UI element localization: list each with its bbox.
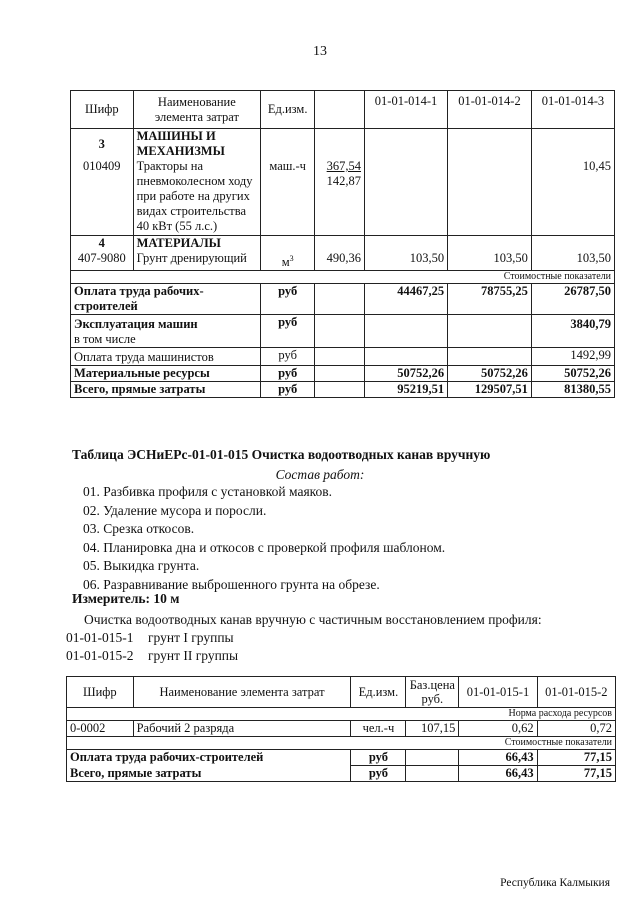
cost-name: в том числе <box>71 332 261 348</box>
table-row <box>71 348 615 366</box>
table-row <box>71 315 615 333</box>
variant-code: 01-01-015-1 <box>66 630 134 645</box>
resources-table-015 <box>66 676 616 782</box>
cost-value-3: 26787,50 <box>531 284 614 315</box>
header-name: Наименование элемента затрат <box>133 677 351 708</box>
page-number: 13 <box>313 44 327 59</box>
list-item: 04. Планировка дна и откосов с проверкой профиля шаблоном. <box>83 539 446 555</box>
cost-unit <box>261 332 315 348</box>
tractor-base <box>315 159 365 236</box>
table-row <box>71 251 615 271</box>
cost-value-1: 95219,51 <box>365 382 448 398</box>
cost-unit: руб <box>261 348 315 366</box>
header-base-price: Баз.цена руб. <box>406 677 459 708</box>
cost-value-2: 50752,26 <box>448 366 532 382</box>
intro-text: Очистка водоотводных канав вручную с частичным восстановлением профиля: <box>84 612 542 627</box>
cost-unit: руб <box>351 750 406 766</box>
list-item: 06. Разравнивание выброшенного грунта на обрезе. <box>83 576 380 592</box>
worker-value-1: 0,62 <box>459 721 537 737</box>
work-composition-heading: Состав работ: <box>275 467 365 482</box>
footer-region: Республика Калмыкия <box>500 877 610 889</box>
work-list <box>83 483 445 594</box>
cost-value-3: 3840,79 <box>531 315 614 333</box>
variant-code: 01-01-015-2 <box>66 648 134 663</box>
tractor-name: Тракторы на пневмоколесном ходу при работе на других видах строительства 40 кВт (55 л.с.) <box>133 159 261 236</box>
variant-line <box>66 630 234 646</box>
section-4-title: МАТЕРИАЛЫ <box>133 236 261 252</box>
list-item: 05. Выкидка грунта. <box>83 558 200 573</box>
cost-unit: руб <box>351 766 406 782</box>
material-code: 407-9080 <box>71 251 134 271</box>
table-row <box>67 766 616 782</box>
header-variant-2: 01-01-014-2 <box>448 91 532 129</box>
table-header-row <box>71 91 615 129</box>
material-name: Грунт дренирующий <box>133 251 261 271</box>
cost-value-1 <box>365 315 448 333</box>
table-row <box>67 721 616 737</box>
header-unit: Ед.изм. <box>351 677 406 708</box>
cost-name: Эксплуатация машин <box>71 315 261 333</box>
cost-name: Всего, прямые затраты <box>71 382 261 398</box>
cost-value-2: 77,15 <box>537 766 615 782</box>
cost-band-row <box>67 737 616 750</box>
table-row <box>71 366 615 382</box>
cost-unit: руб <box>261 382 315 398</box>
worker-unit: чел.-ч <box>351 721 406 737</box>
table-row <box>71 332 615 348</box>
table-row <box>67 750 616 766</box>
tractor-base-2: 142,87 <box>326 174 362 188</box>
header-base <box>315 91 365 129</box>
cost-value-3: 50752,26 <box>531 366 614 382</box>
section-3-title: МАШИНЫ И МЕХАНИЗМЫ <box>133 129 261 160</box>
material-value-1: 103,50 <box>365 251 448 271</box>
list-item: 03. Срезка откосов. <box>83 521 195 536</box>
cost-name: Всего, прямые затраты <box>67 766 351 782</box>
header-variant-1: 01-01-015-1 <box>459 677 537 708</box>
table-row <box>71 284 615 315</box>
cost-value-1: 50752,26 <box>365 366 448 382</box>
material-base: 490,36 <box>315 251 365 271</box>
section-4-number: 4 <box>71 236 134 252</box>
worker-code: 0-0002 <box>67 721 134 737</box>
header-variant-1: 01-01-014-1 <box>365 91 448 129</box>
header-variant-2: 01-01-015-2 <box>537 677 615 708</box>
table-row <box>71 159 615 236</box>
tractor-value-3: 10,45 <box>531 159 614 236</box>
table-header-row <box>67 677 616 708</box>
header-code: Шифр <box>71 91 134 129</box>
measurer: Измеритель: 10 м <box>72 591 180 606</box>
cost-band-row <box>71 271 615 284</box>
norm-band-row <box>67 708 616 721</box>
cost-band-label: Стоимостные показатели <box>67 737 616 750</box>
header-variant-3: 01-01-014-3 <box>531 91 614 129</box>
material-value-2: 103,50 <box>448 251 532 271</box>
worker-name: Рабочий 2 разряда <box>133 721 351 737</box>
cost-value-2: 129507,51 <box>448 382 532 398</box>
tractor-unit: маш.-ч <box>261 159 315 236</box>
cost-unit: руб <box>261 366 315 382</box>
header-code: Шифр <box>67 677 134 708</box>
worker-base-price: 107,15 <box>406 721 459 737</box>
cost-name: Материальные ресурсы <box>71 366 261 382</box>
material-value-3: 103,50 <box>531 251 614 271</box>
table-row <box>71 382 615 398</box>
tractor-base-1: 367,54 <box>326 159 362 173</box>
cost-value-2 <box>448 315 532 333</box>
list-item: 01. Разбивка профиля с установкой маяков. <box>83 484 333 499</box>
resources-table-014 <box>70 90 615 398</box>
list-item: 02. Удаление мусора и поросли. <box>83 502 267 518</box>
tractor-code: 010409 <box>71 159 134 236</box>
cost-unit: руб <box>261 284 315 315</box>
cost-band-label: Стоимостные показатели <box>71 271 615 284</box>
header-unit: Ед.изм. <box>261 91 315 129</box>
header-name: Наименование элемента затрат <box>133 91 261 129</box>
cost-name: Оплата труда рабочих-строителей <box>67 750 351 766</box>
worker-value-2: 0,72 <box>537 721 615 737</box>
norm-band-label: Норма расхода ресурсов <box>67 708 616 721</box>
cost-value-3: 81380,55 <box>531 382 614 398</box>
cost-value-1: 66,43 <box>459 750 537 766</box>
variant-name: грунт II группы <box>148 648 239 663</box>
variant-line <box>66 648 238 664</box>
cost-name: Оплата труда рабочих-строителей <box>71 284 261 315</box>
cost-value-2: 77,15 <box>537 750 615 766</box>
cost-value-1: 66,43 <box>459 766 537 782</box>
table-row <box>71 236 615 252</box>
cost-value-2: 78755,25 <box>448 284 532 315</box>
cost-name: Оплата труда машинистов <box>71 348 261 366</box>
cost-unit: руб <box>261 315 315 333</box>
cost-value-1: 44467,25 <box>365 284 448 315</box>
cost-value-3: 1492,99 <box>531 348 614 366</box>
table-row <box>71 129 615 160</box>
variant-name: грунт I группы <box>148 630 234 645</box>
section-3-number: 3 <box>71 129 134 160</box>
table-title: Таблица ЭСНиЕРс-01-01-015 Очистка водоотводных канав вручную <box>72 447 491 462</box>
material-unit: $м^3$ <box>261 251 315 271</box>
